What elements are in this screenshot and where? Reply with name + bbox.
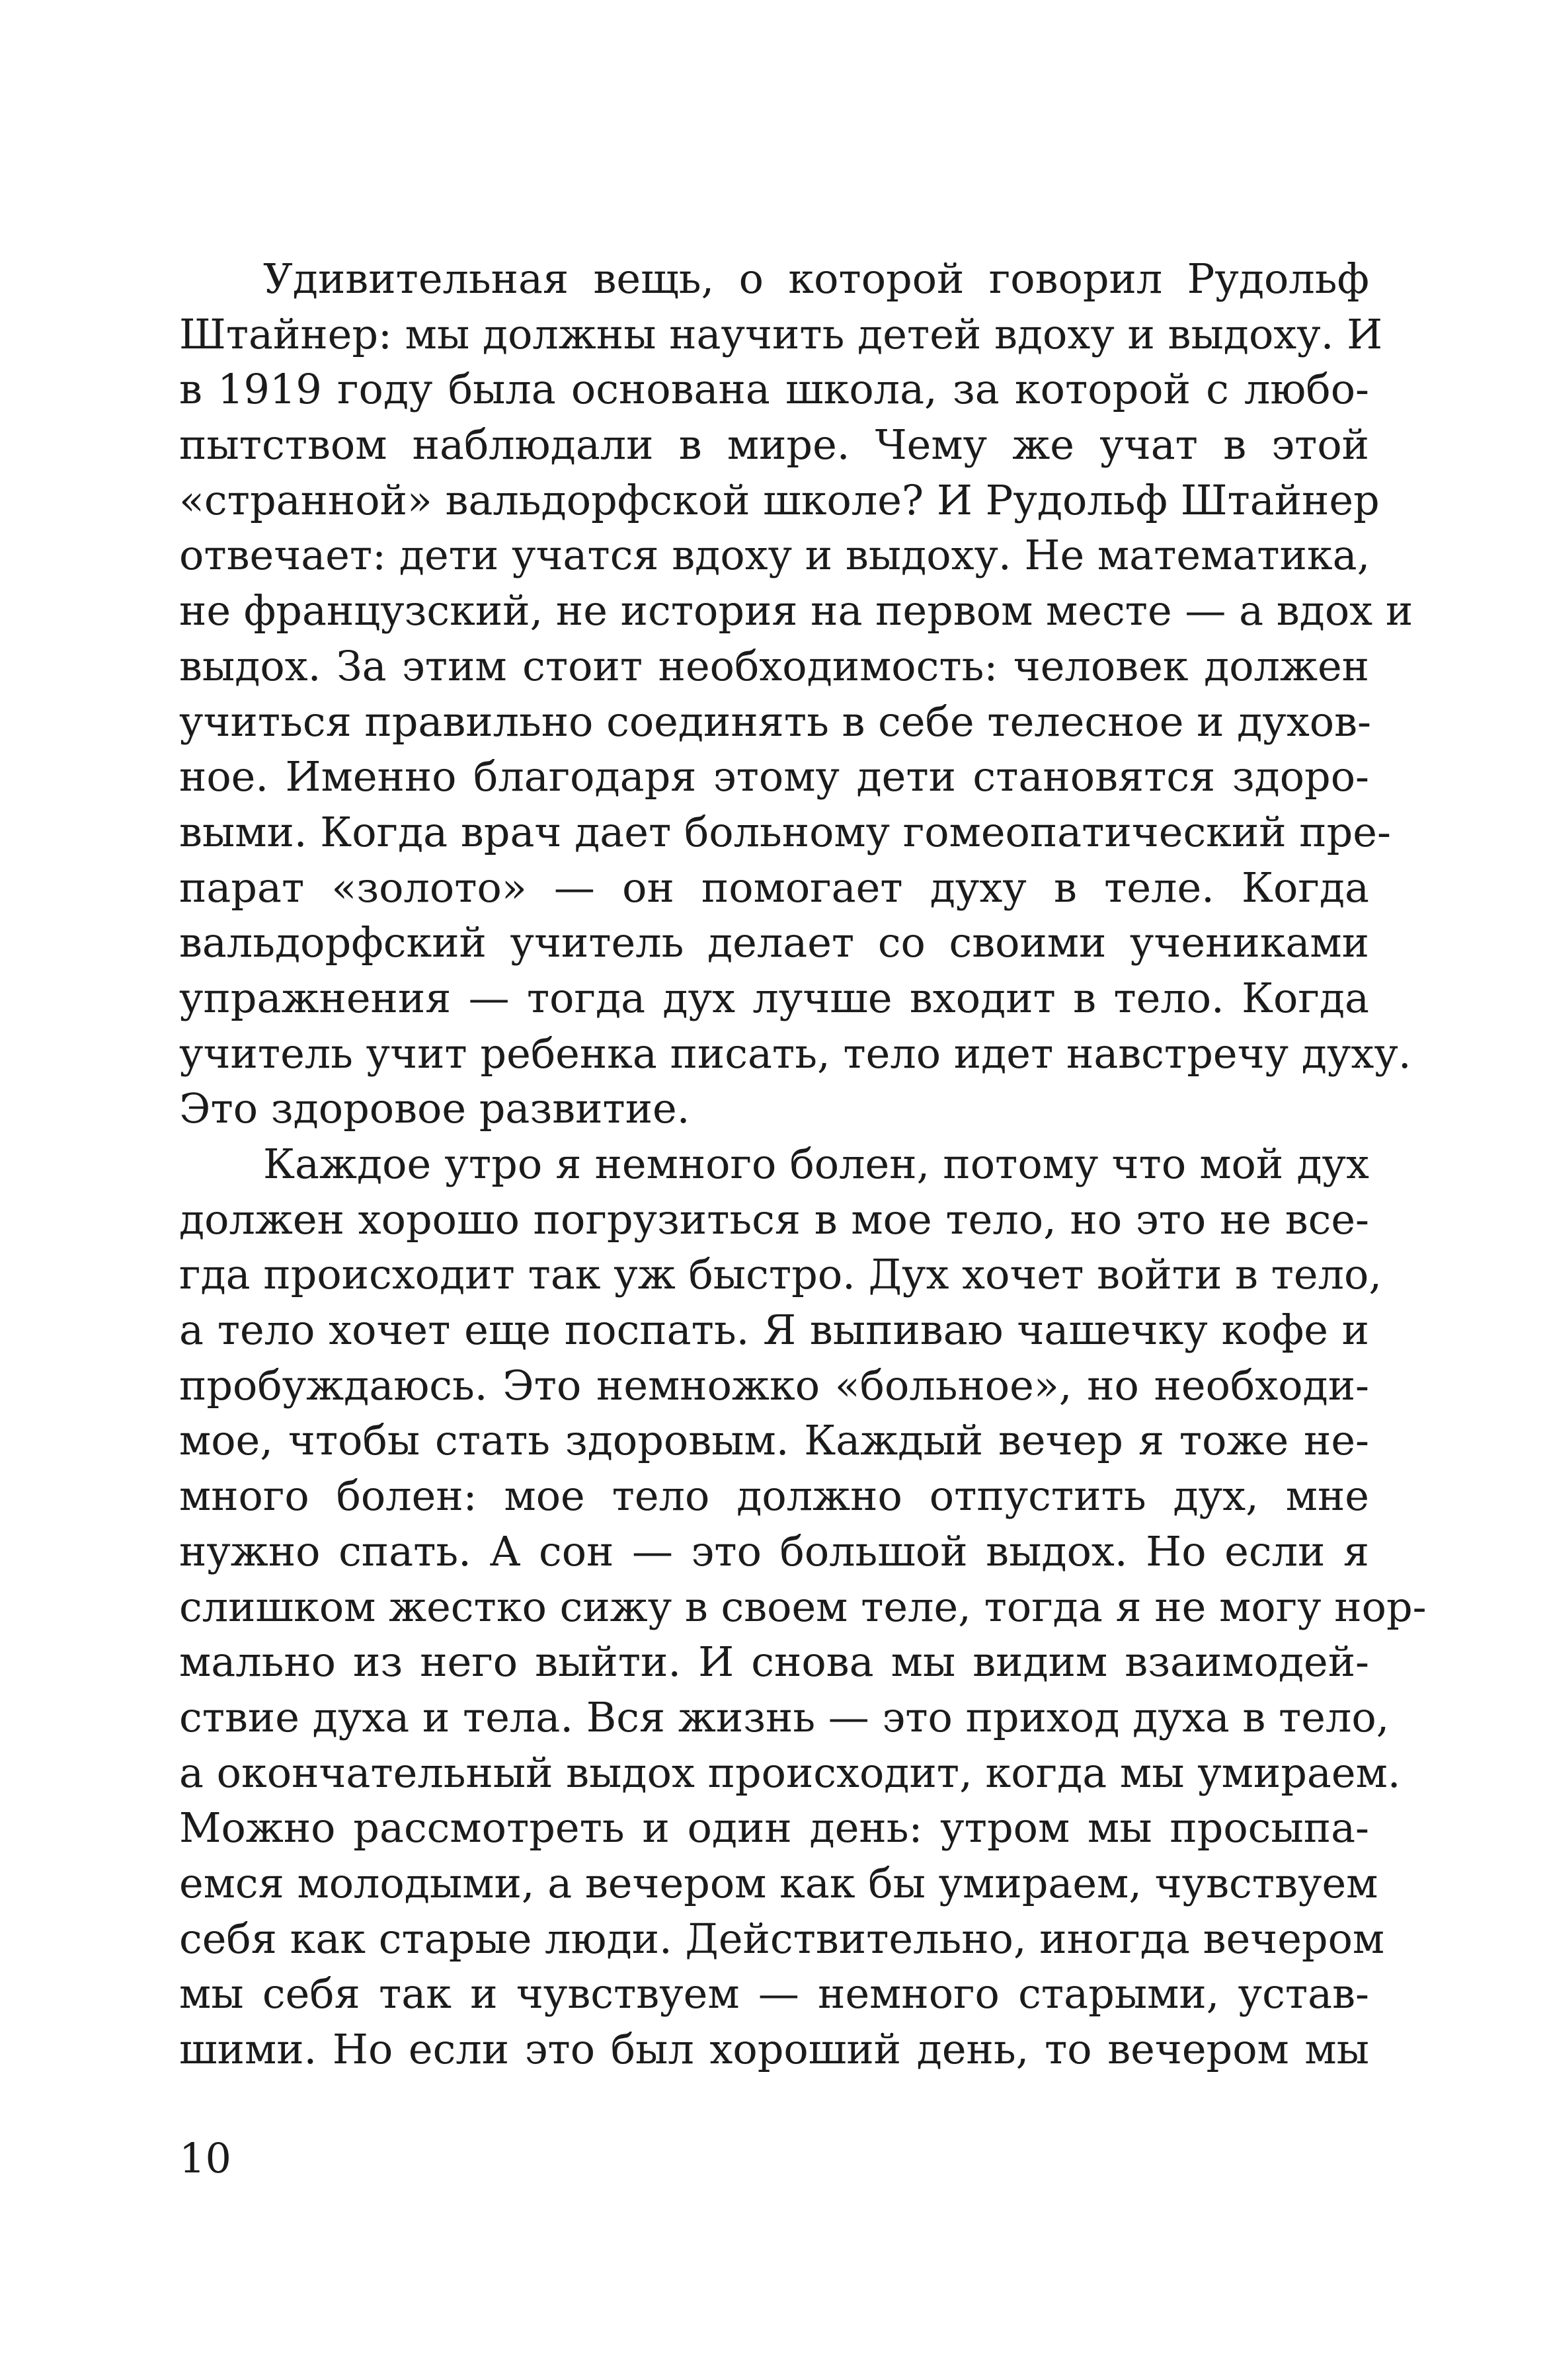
text-line: Каждое утро я немного болен, потому что мой дух (263, 1140, 1369, 1188)
text-line: выми. Когда врач дает больному гомеопатический пре- (179, 807, 1391, 856)
text-line: емся молодыми, а вечером как бы умираем, чувствуем (179, 1858, 1378, 1907)
text-line: Это здоровое развитие. (179, 1084, 690, 1133)
text-line: мое, чтобы стать здоровым. Каждый вечер я тоже не- (179, 1416, 1369, 1465)
paragraph (179, 1136, 1427, 2077)
body-text (179, 251, 1427, 2077)
text-line: ствие духа и тела. Вся жизнь — это приход духа в тело, (179, 1692, 1390, 1741)
text-line: много болен: мое тело должно отпустить дух, мне (179, 1472, 1369, 1521)
text-line: себя как старые люди. Действительно, иногда вечером (179, 1914, 1385, 1963)
text-line: шими. Но если это был хороший день, то вечером мы (179, 2025, 1369, 2073)
text-line: вальдорфский учитель делает со своими учениками (179, 918, 1369, 967)
text-line: парат «золото» — он помогает духу в теле. Когда (179, 863, 1369, 912)
text-line: мально из него выйти. И снова мы видим взаимодей- (179, 1638, 1369, 1686)
text-line: пробуждаюсь. Это немножко «больное», но необходи- (179, 1361, 1369, 1409)
text-line: слишком жестко сижу в своем теле, тогда я не могу нор- (179, 1582, 1427, 1631)
text-line: а окончательный выдох происходит, когда мы умираем. (179, 1748, 1401, 1797)
text-line: пытством наблюдали в мире. Чему же учат в этой (179, 420, 1369, 469)
text-line: отвечает: дети учатся вдоху и выдоху. Не математика, (179, 531, 1370, 580)
text-line: мы себя так и чувствуем — немного старыми, устав- (179, 1969, 1369, 2018)
text-line: «странной» вальдорфской школе? И Рудольф Штайнер (179, 475, 1380, 524)
text-line: не французский, не история на первом месте — а вдох и (179, 586, 1413, 635)
text-line: Штайнер: мы должны научить детей вдоху и выдоху. И (179, 309, 1383, 358)
text-line: а тело хочет еще поспать. Я выпиваю чашечку кофе и (179, 1306, 1369, 1355)
page-number: 10 (179, 2134, 231, 2182)
text-line: выдох. За этим стоит необходимость: человек должен (179, 641, 1369, 690)
text-line: ное. Именно благодаря этому дети становятся здоро- (179, 752, 1369, 801)
text-line: учиться правильно соединять в себе телесное и духов- (179, 697, 1371, 746)
paragraph (179, 251, 1413, 1136)
text-line: в 1919 году была основана школа, за которой с любо- (179, 365, 1369, 414)
text-line: упражнения — тогда дух лучше входит в тело. Когда (179, 973, 1369, 1022)
text-line: нужно спать. А сон — это большой выдох. Но если я (179, 1527, 1369, 1575)
text-line: гда происходит так уж быстро. Дух хочет войти в тело, (179, 1250, 1382, 1299)
text-line: Удивительная вещь, о которой говорил Рудольф (263, 255, 1369, 303)
text-line: Можно рассмотреть и один день: утром мы просыпа- (179, 1804, 1369, 1852)
text-line: должен хорошо погрузиться в мое тело, но это не все- (179, 1195, 1369, 1244)
text-line: учитель учит ребенка писать, тело идет навстречу духу. (179, 1029, 1411, 1078)
